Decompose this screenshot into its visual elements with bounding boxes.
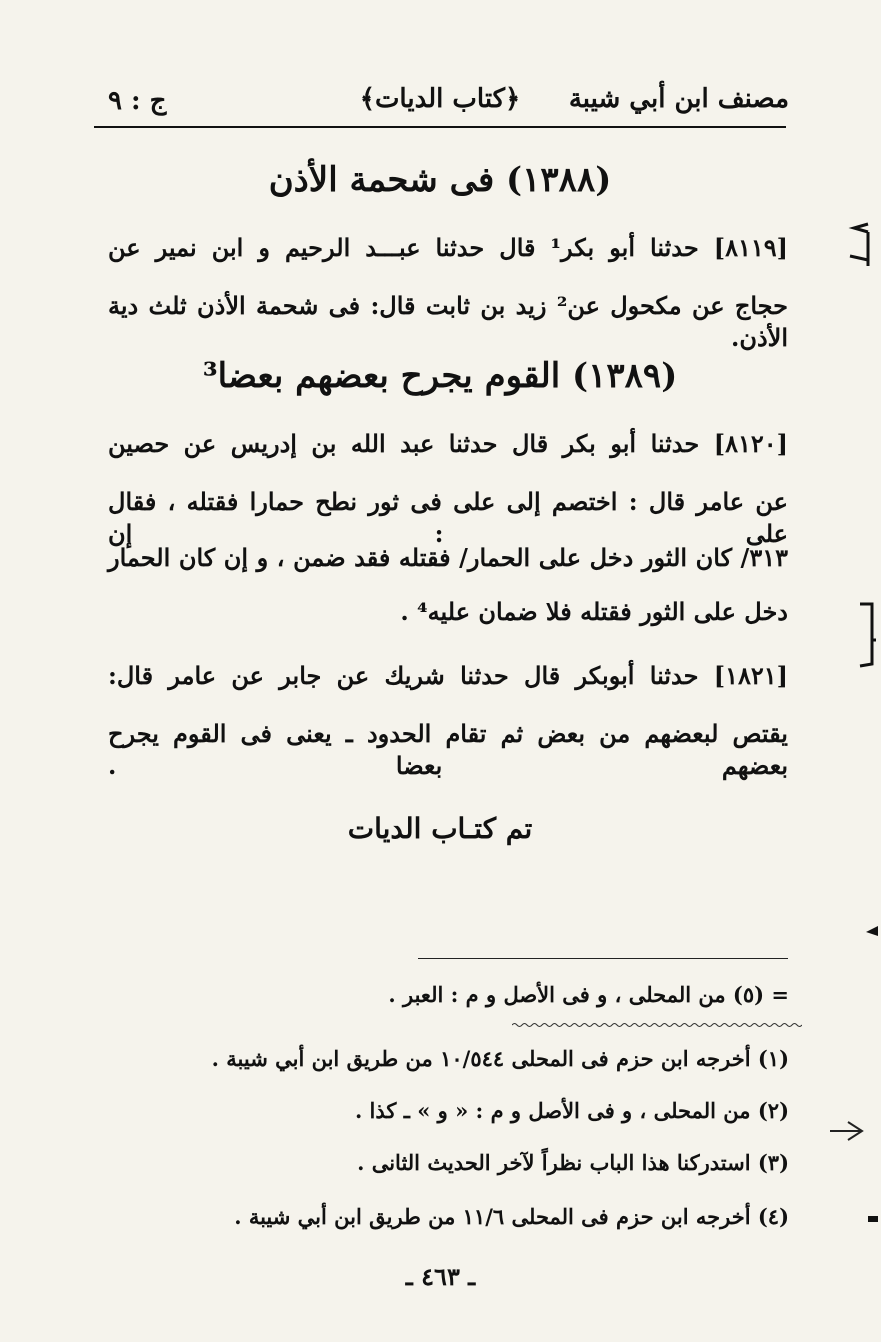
- footnote-item: (٢) من المحلى ، و فى الأصل و م : « و » ـ كذا .: [354, 1098, 789, 1123]
- margin-mark: [846, 222, 876, 272]
- page-number: ـ ٤٦٣ ـ: [405, 1262, 476, 1291]
- hadith-line: عن عامر قال : اختصم إلى على فى ثور نطح حمارا فقتله ، فقال على : إن: [108, 487, 788, 548]
- hadith-line: [١٨٢١] حدثنا أبوبكر قال حدثنا شريك عن جابر عن عامر قال:: [108, 661, 788, 690]
- chapter-title: (١٣٨٨) فى شحمة الأذن: [268, 160, 612, 200]
- footnote-item: (٣) استدركنا هذا الباب نظراً لآخر الحديث الثانى .: [357, 1150, 789, 1175]
- wavy-divider: [512, 1022, 802, 1028]
- header-rule: [94, 126, 786, 128]
- colophon: تم كتـاب الديات: [347, 812, 533, 845]
- hadith-line: حجاج عن مكحول عن² زيد بن ثابت قال: فى شحمة الأذن ثلث دية الأذن.: [108, 291, 788, 352]
- footnote-carryover: = (٥) من المحلى ، و فى الأصل و م : العبر .: [388, 982, 789, 1007]
- section-title: ﴿كتاب الديات﴾: [359, 84, 521, 114]
- margin-mark: [866, 1212, 880, 1226]
- hadith-line: [٨١١٩] حدثنا أبو بكر¹ قال حدثنا عبـــد الرحيم و ابن نمير عن: [108, 233, 788, 262]
- hadith-line: ٣١٣/ كان الثور دخل على الحمار/ فقتله فقد ضمن ، و إن كان الحمار: [108, 543, 788, 572]
- book-title: مصنف ابن أبي شيبة: [568, 84, 789, 114]
- volume-number: ج : ٩: [108, 86, 167, 116]
- margin-mark: [864, 924, 880, 938]
- footnote-rule: [418, 958, 788, 959]
- hadith-line: [٨١٢٠] حدثنا أبو بكر قال حدثنا عبد الله بن إدريس عن حصين: [108, 429, 788, 458]
- margin-mark: [852, 600, 878, 670]
- hadith-line: يقتص لبعضهم من بعض ثم تقام الحدود ـ يعنى فى القوم يجرح بعضهم بعضا .: [108, 719, 788, 780]
- footnote-item: (١) أخرجه ابن حزم فى المحلى ١٠/٥٤٤ من طريق ابن أبي شيبة .: [211, 1046, 789, 1071]
- chapter-title: (١٣٨٩) القوم يجرح بعضهم بعضا³: [202, 356, 678, 396]
- margin-mark: [826, 1118, 866, 1144]
- hadith-line: دخل على الثور فقتله فلا ضمان عليه⁴ .: [400, 597, 788, 626]
- footnote-item: (٤) أخرجه ابن حزم فى المحلى ١١/٦ من طريق ابن أبي شيبة .: [234, 1204, 789, 1229]
